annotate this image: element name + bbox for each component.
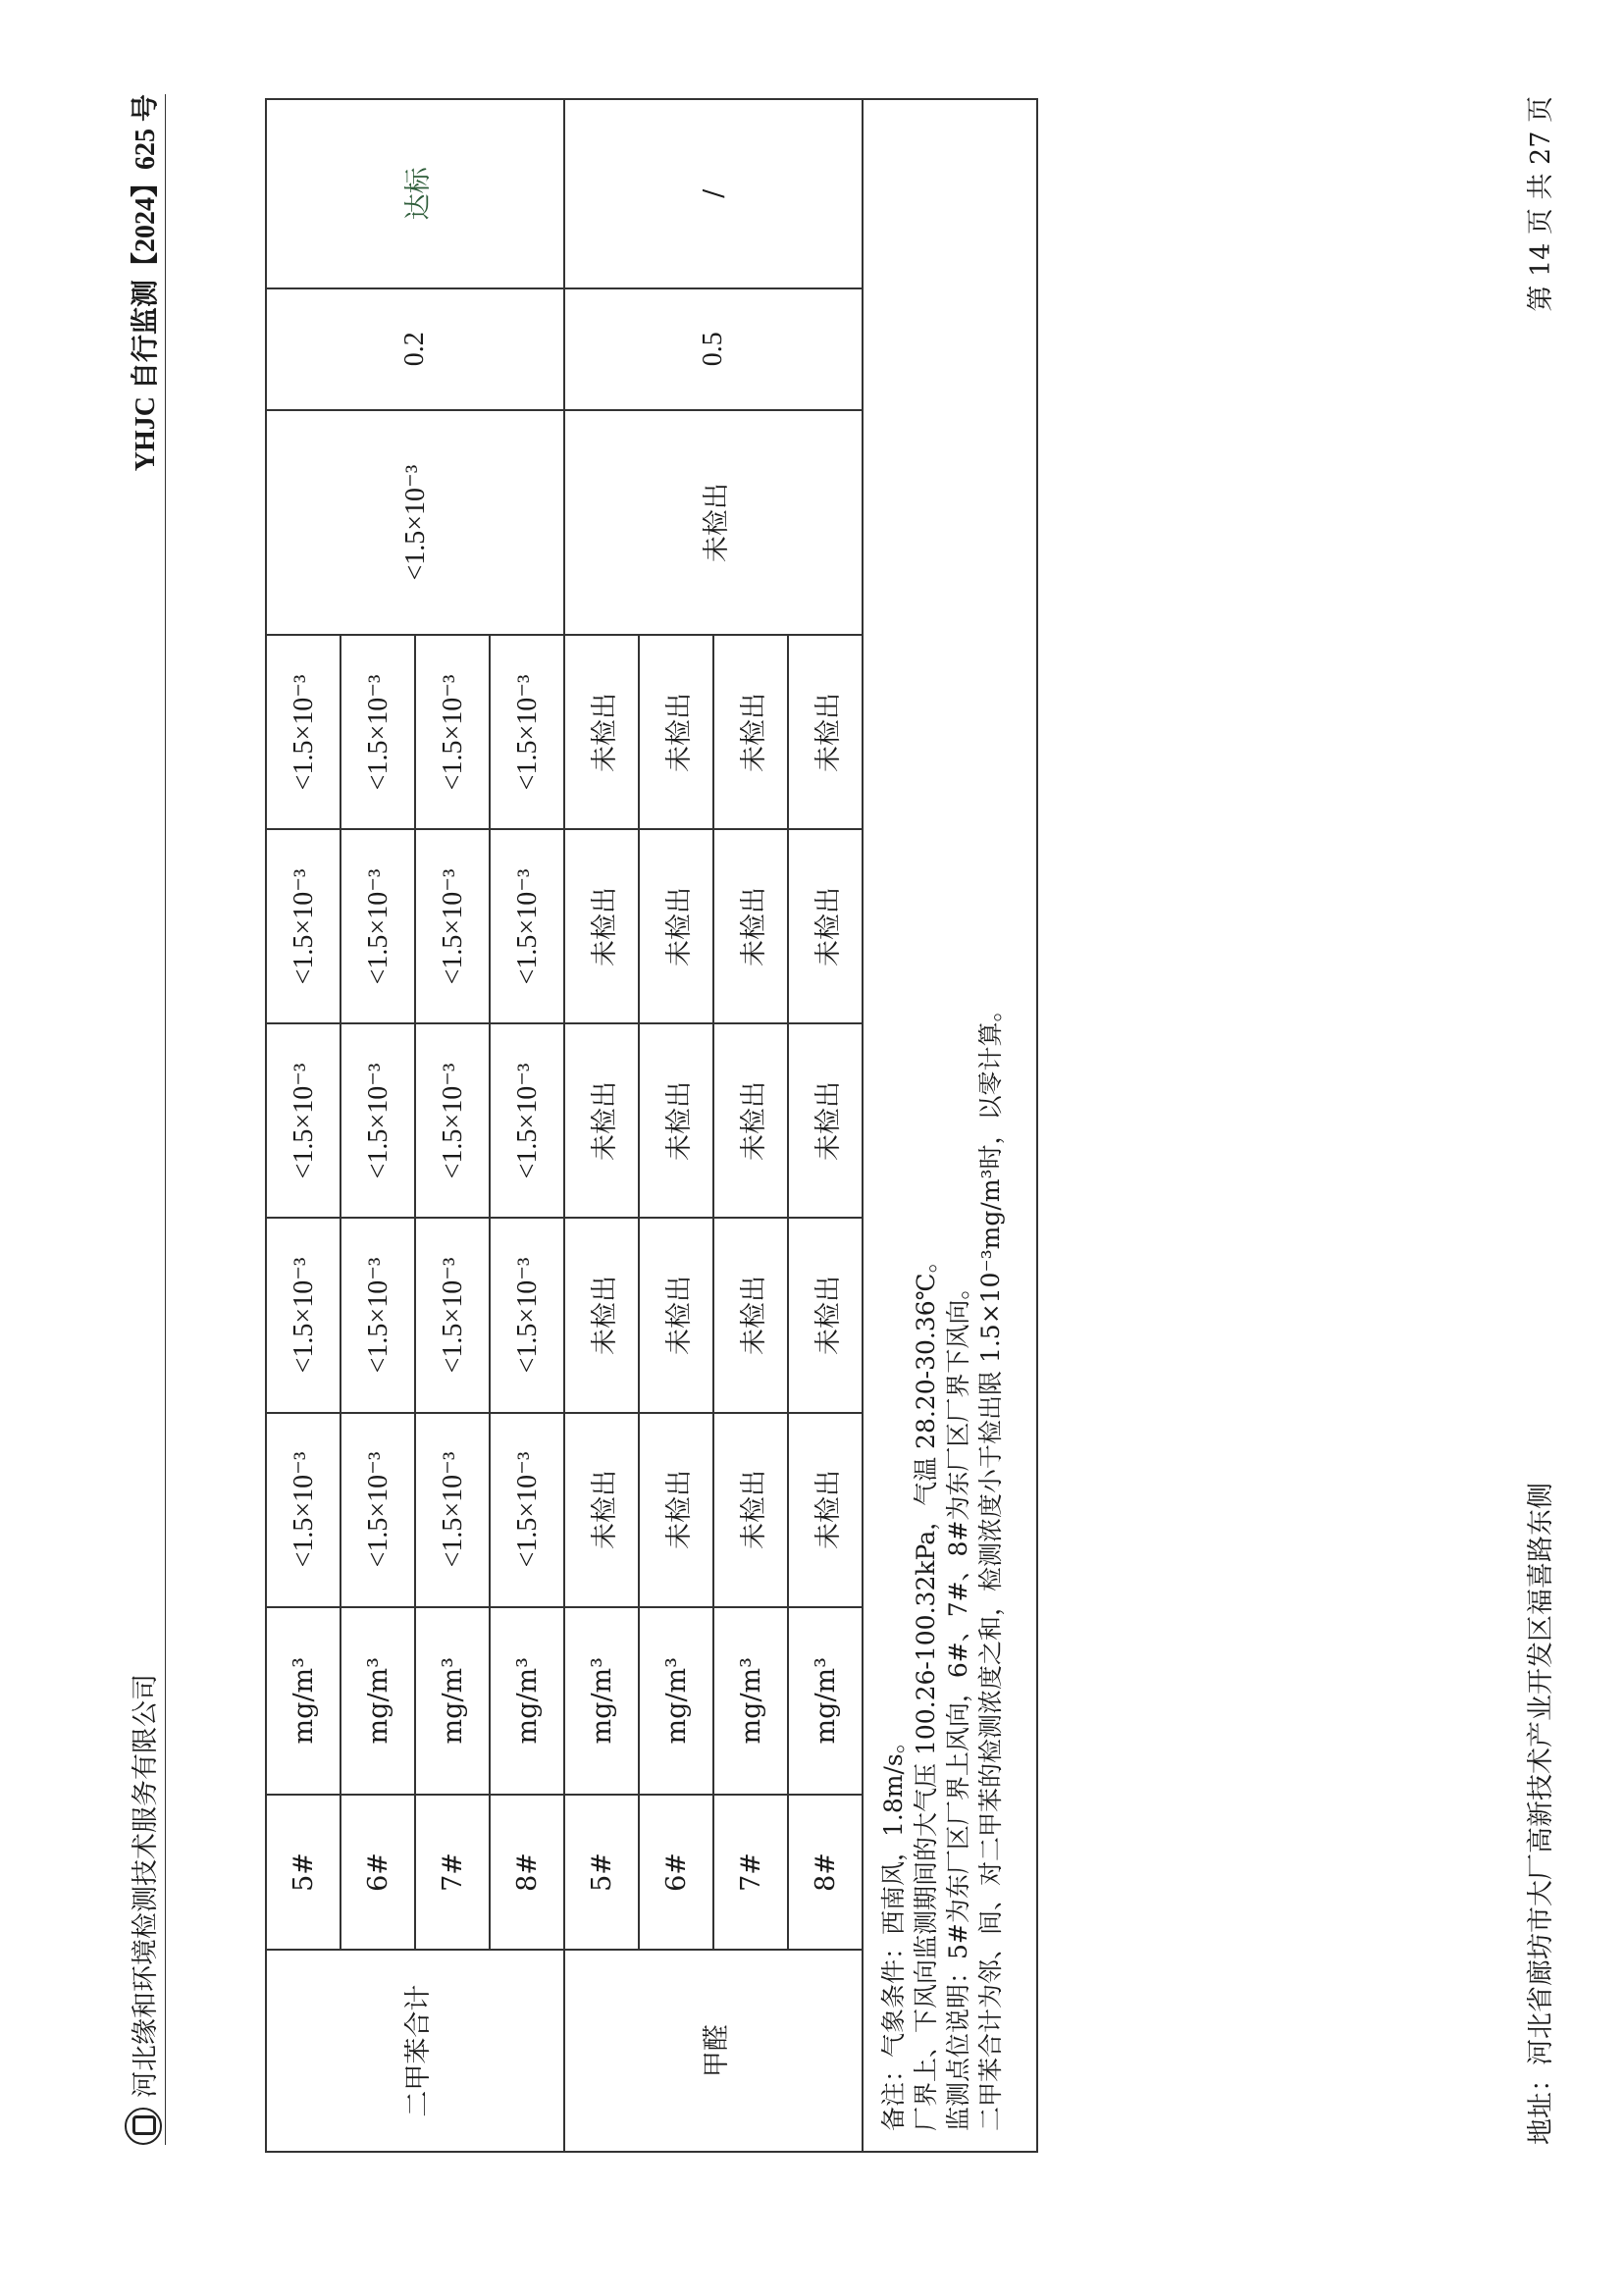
company-name: 河北缘和环境检测技术服务有限公司 xyxy=(131,1674,161,2098)
value-cell: 未检出 xyxy=(788,1413,863,1607)
value-cell: 未检出 xyxy=(639,1023,713,1218)
point-cell: 5# xyxy=(266,1795,341,1950)
value-cell: 未检出 xyxy=(639,1219,713,1413)
unit-cell: mg/m³ xyxy=(713,1607,788,1795)
item-name: 二甲苯合计 xyxy=(266,1950,564,2152)
point-cell: 8# xyxy=(788,1795,863,1950)
header-company xyxy=(124,1674,162,2145)
note-line: 二甲苯合计为邻、间、对二甲苯的检测浓度之和，检测浓度小于检出限 1.5×10⁻³mg/m³时，以零计算。 xyxy=(976,997,1005,2131)
value-cell: <1.5×10⁻³ xyxy=(266,1219,341,1413)
value-cell: 未检出 xyxy=(788,635,863,829)
judgement-cell: / xyxy=(564,99,863,288)
value-cell: 未检出 xyxy=(788,1023,863,1218)
value-cell: <1.5×10⁻³ xyxy=(341,1219,415,1413)
footer-address: 地址：河北省廊坊市大厂高新技术产业开发区福喜路东侧 xyxy=(1526,1483,1556,2145)
judgement-cell: 达标 xyxy=(266,99,564,288)
point-cell: 6# xyxy=(341,1795,415,1950)
value-cell: 未检出 xyxy=(639,635,713,829)
unit-cell: mg/m³ xyxy=(341,1607,415,1795)
point-cell: 8# xyxy=(490,1795,564,1950)
value-cell: <1.5×10⁻³ xyxy=(415,635,490,829)
value-cell: <1.5×10⁻³ xyxy=(341,829,415,1023)
value-cell: <1.5×10⁻³ xyxy=(266,1023,341,1218)
value-cell: <1.5×10⁻³ xyxy=(415,1413,490,1607)
value-cell: 未检出 xyxy=(713,635,788,829)
value-cell: 未检出 xyxy=(564,1219,639,1413)
value-cell: <1.5×10⁻³ xyxy=(266,635,341,829)
value-cell: <1.5×10⁻³ xyxy=(490,635,564,829)
point-cell: 7# xyxy=(415,1795,490,1950)
value-cell: <1.5×10⁻³ xyxy=(341,635,415,829)
value-cell: <1.5×10⁻³ xyxy=(415,1219,490,1413)
note-line: 监测点位说明：5#为东厂区厂界上风向，6#、7#、8#为东厂区厂界下风向。 xyxy=(944,1275,972,2131)
point-cell: 6# xyxy=(639,1795,713,1950)
unit-cell: mg/m³ xyxy=(490,1607,564,1795)
page-number: 第 14 页 共 27 页 xyxy=(1526,96,1556,312)
limit-cell: 0.5 xyxy=(564,288,863,410)
notes-row xyxy=(863,99,1037,2152)
value-cell: <1.5×10⁻³ xyxy=(490,1023,564,1218)
unit-cell: mg/m³ xyxy=(266,1607,341,1795)
value-cell: 未检出 xyxy=(564,635,639,829)
value-cell: <1.5×10⁻³ xyxy=(341,1023,415,1218)
value-cell: 未检出 xyxy=(639,829,713,1023)
value-cell: 未检出 xyxy=(564,1413,639,1607)
value-cell: 未检出 xyxy=(788,829,863,1023)
item-name: 甲醛 xyxy=(564,1950,863,2152)
value-cell: 未检出 xyxy=(713,1023,788,1218)
value-cell: <1.5×10⁻³ xyxy=(490,829,564,1023)
unit-cell: mg/m³ xyxy=(564,1607,639,1795)
value-cell: <1.5×10⁻³ xyxy=(490,1219,564,1413)
value-cell: 未检出 xyxy=(713,1413,788,1607)
notes-cell xyxy=(863,99,1037,2152)
value-cell: <1.5×10⁻³ xyxy=(415,1023,490,1218)
results-table xyxy=(265,98,1038,2153)
point-cell: 7# xyxy=(713,1795,788,1950)
max-value-cell: <1.5×10⁻³ xyxy=(266,410,564,636)
value-cell: <1.5×10⁻³ xyxy=(266,1413,341,1607)
unit-cell: mg/m³ xyxy=(788,1607,863,1795)
value-cell: <1.5×10⁻³ xyxy=(266,829,341,1023)
limit-cell: 0.2 xyxy=(266,288,564,410)
company-logo-icon xyxy=(125,2108,162,2145)
value-cell: <1.5×10⁻³ xyxy=(415,829,490,1023)
header-divider xyxy=(165,94,166,2145)
value-cell: 未检出 xyxy=(713,829,788,1023)
unit-cell: mg/m³ xyxy=(639,1607,713,1795)
value-cell: 未检出 xyxy=(564,1023,639,1218)
value-cell: <1.5×10⁻³ xyxy=(490,1413,564,1607)
document-number: YHJC 自行监测【2024】625 号 xyxy=(131,94,161,472)
table-row xyxy=(564,99,639,2152)
point-cell: 5# xyxy=(564,1795,639,1950)
max-value-cell: 未检出 xyxy=(564,410,863,636)
note-line: 厂界上、下风向监测期间的大气压 100.26-100.32kPa，气温 28.20-30.36℃。 xyxy=(912,1248,940,2131)
value-cell: 未检出 xyxy=(564,829,639,1023)
value-cell: 未检出 xyxy=(639,1413,713,1607)
unit-cell: mg/m³ xyxy=(415,1607,490,1795)
value-cell: <1.5×10⁻³ xyxy=(341,1413,415,1607)
value-cell: 未检出 xyxy=(713,1219,788,1413)
table-row xyxy=(266,99,341,2152)
note-line: 备注：气象条件：西南风，1.8m/s。 xyxy=(879,1729,908,2131)
value-cell: 未检出 xyxy=(788,1219,863,1413)
